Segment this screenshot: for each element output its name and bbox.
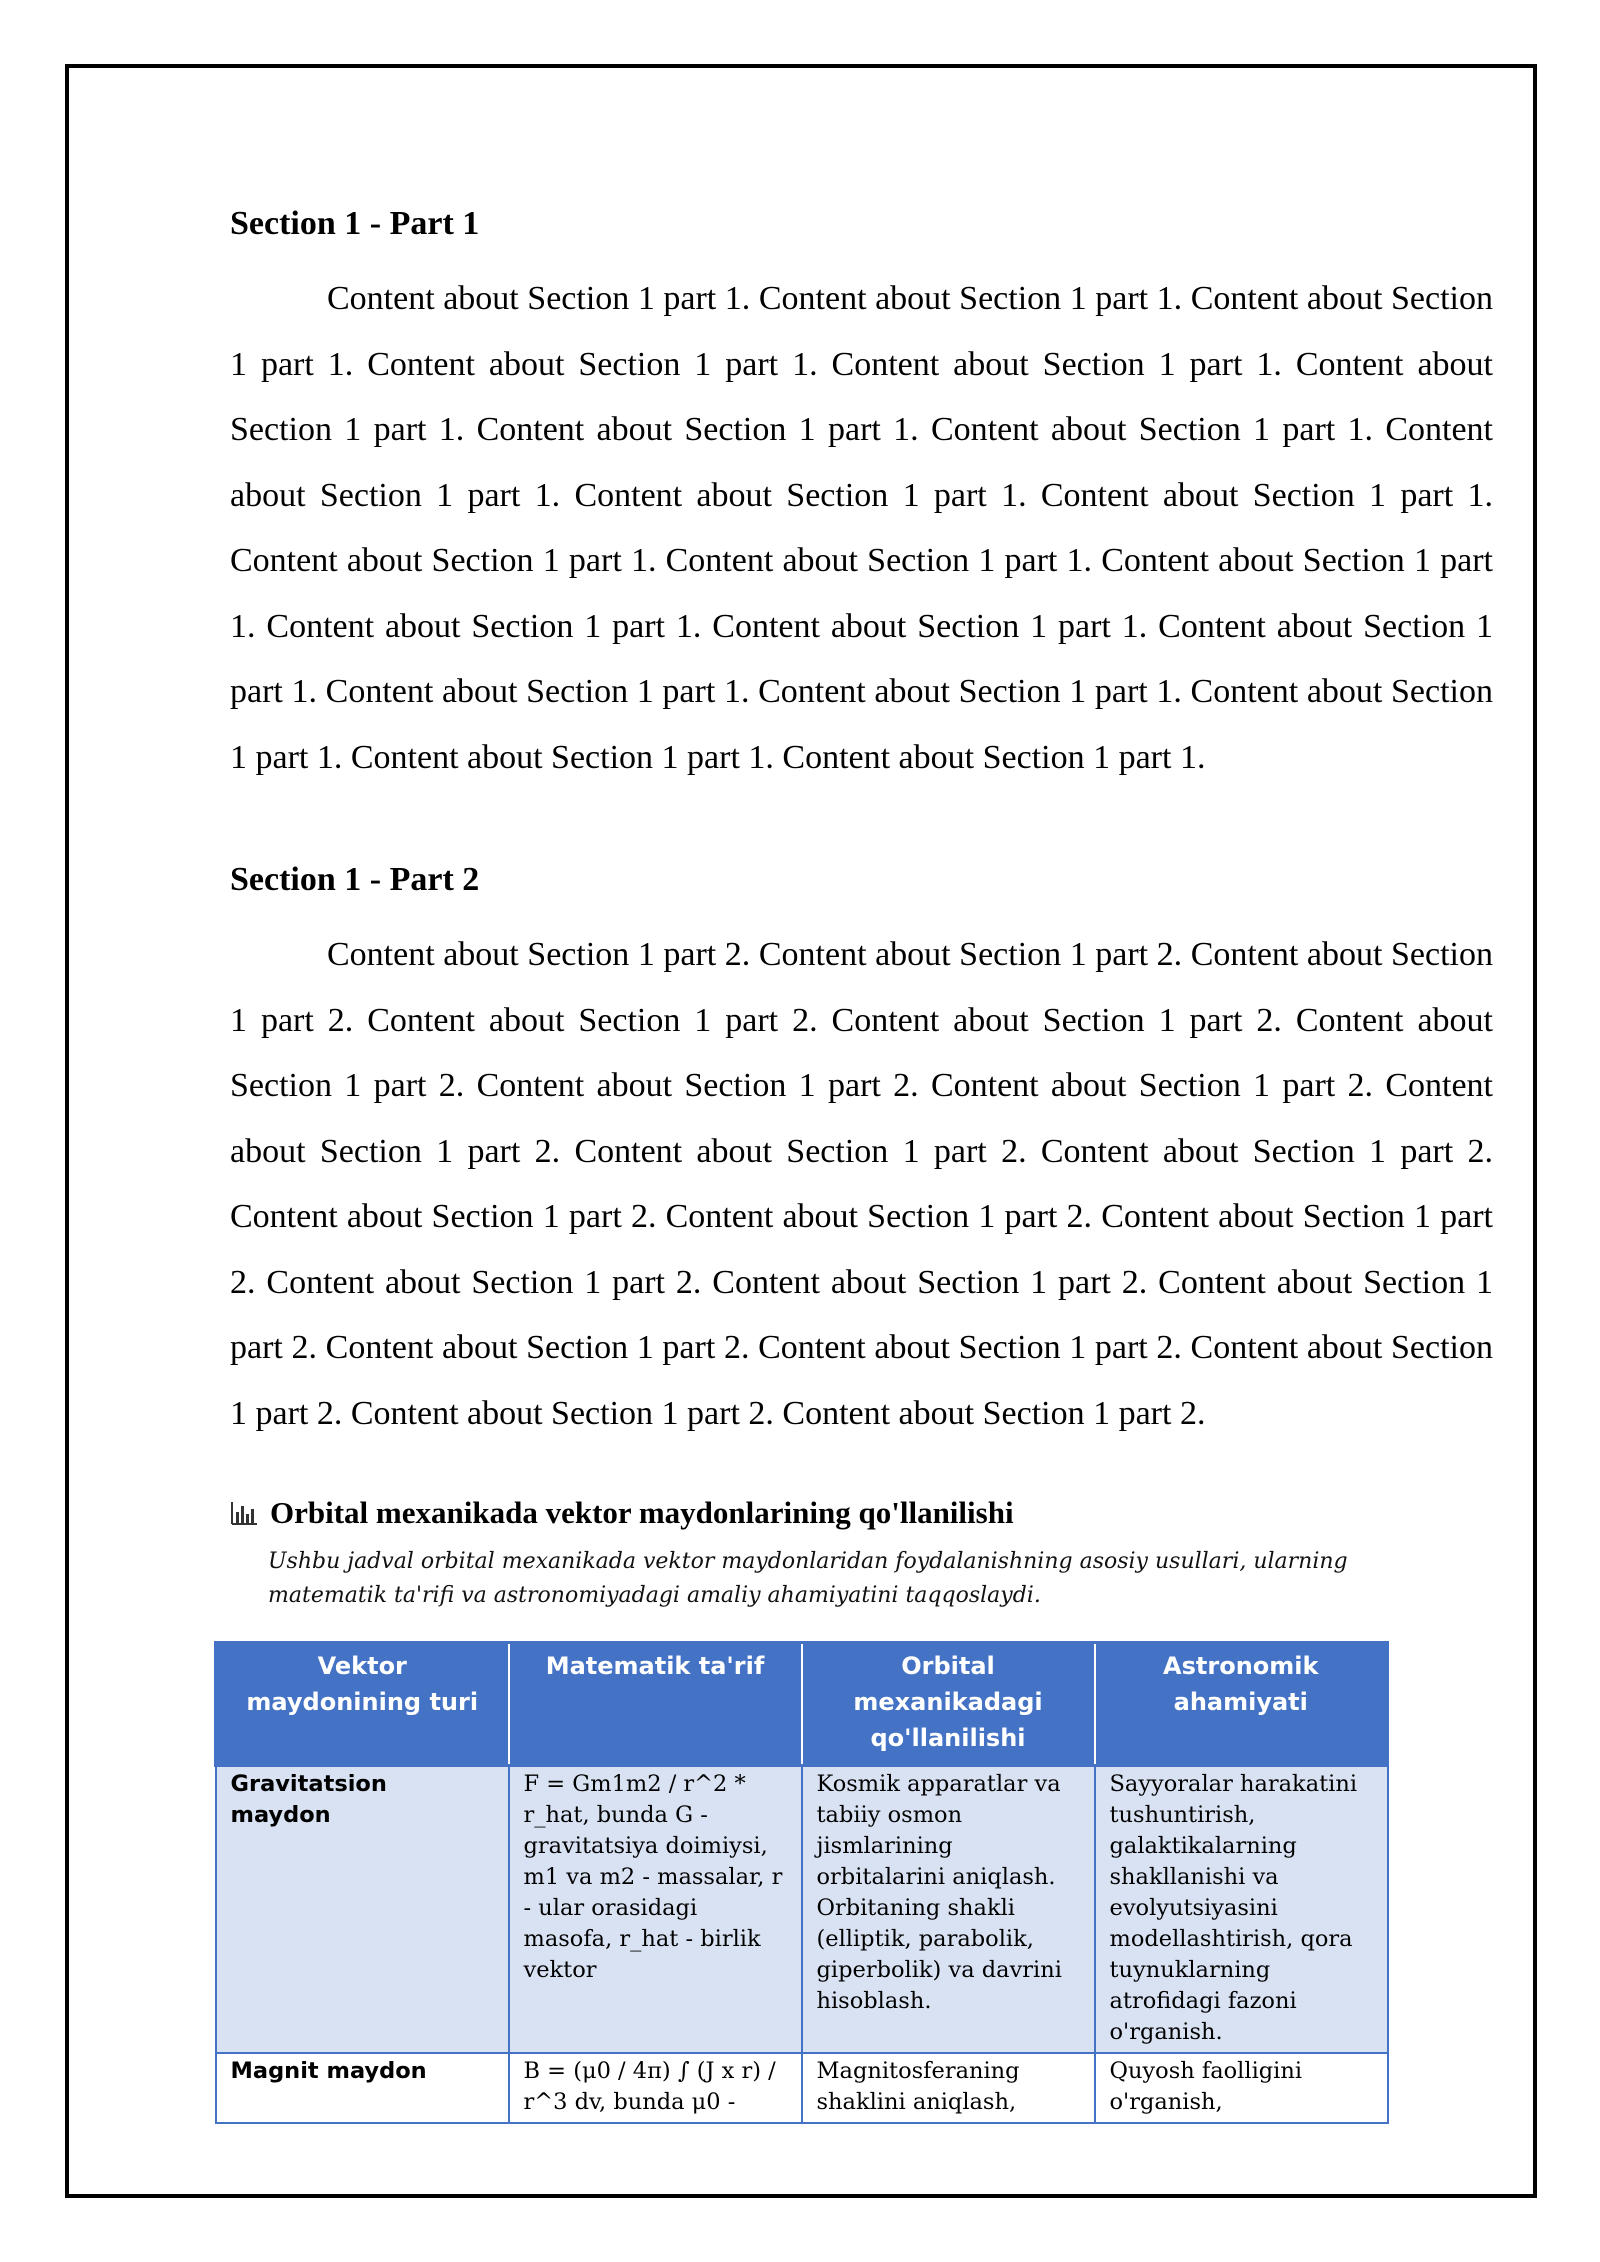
table-cell: Kosmik apparatlar va tabiiy osmon jismlarining orbitalarini aniqlash. Orbitaning shakli (elliptik, parabolik, giperbolik) va davrini hisoblash. xyxy=(802,1766,1095,2054)
data-table xyxy=(214,1641,1389,2124)
table-cell: F = Gm1m2 / r^2 * r_hat, bunda G - gravitatsiya doimiysi, m1 va m2 - massalar, r - ular orasidagi masofa, r_hat - birlik vektor xyxy=(509,1766,802,2054)
document-body xyxy=(230,196,1493,1446)
table-cell: Quyosh faolligini o'rganish, xyxy=(1095,2053,1388,2123)
table-title xyxy=(230,1487,1492,1539)
table-header-row xyxy=(216,1643,1388,1766)
table-caption: Ushbu jadval orbital mexanikada vektor maydonlaridan foydalanishning asosiy usullari, ularning matematik ta'rifi va astronomiyadagi amaliy ahamiyatini taqqoslaydi. xyxy=(268,1549,1348,1608)
table-row xyxy=(216,2053,1388,2123)
section-paragraph: Content about Section 1 part 1. Content about Section 1 part 1. Content about Section 1 part 1. Content about Section 1 part 1. Content about Section 1 part 1. Content about Section 1 part 1. Content about Section 1 part 1. Content about Section 1 part 1. Content about Section 1 part 1. Content about Section 1 part 1. Content about Section 1 part 1. Content about Section 1 part 1. Content about Section 1 part 1. Content about Section 1 part 1. Content about Section 1 part 1. Content about Section 1 part 1. Content about Section 1 part 1. Content about Section 1 part 1. Content about Section 1 part 1. Content about Section 1 part 1. Content about Section 1 part 1. Content about Section 1 part 1. xyxy=(230,280,1493,776)
table-cell: Sayyoralar harakatini tushuntirish, galaktikalarning shakllanishi va evolyutsiyasini modellashtirish, qora tuynuklarning atrofidagi fazoni o'rganish. xyxy=(1095,1766,1388,2054)
column-header: Vektor maydonining turi xyxy=(216,1643,509,1766)
table-cell: Magnit maydon xyxy=(216,2053,509,2123)
table-title-text: Orbital mexanikada vektor maydonlarining qo'llanilishi xyxy=(270,1495,1014,1530)
column-header: Astronomik ahamiyati xyxy=(1095,1643,1388,1766)
bar-chart-icon xyxy=(230,1500,258,1526)
table-cell: Gravitatsion maydon xyxy=(216,1766,509,2054)
table-header-block xyxy=(230,1487,1492,1613)
table-row xyxy=(216,1766,1388,2054)
column-header: Orbital mexanikadagi qo'llanilishi xyxy=(802,1643,1095,1766)
table-cell: B = (μ0 / 4π) ∫ (J x r) / r^3 dv, bunda μ0 - xyxy=(509,2053,802,2123)
section-paragraph: Content about Section 1 part 2. Content about Section 1 part 2. Content about Section 1 part 2. Content about Section 1 part 2. Content about Section 1 part 2. Content about Section 1 part 2. Content about Section 1 part 2. Content about Section 1 part 2. Content about Section 1 part 2. Content about Section 1 part 2. Content about Section 1 part 2. Content about Section 1 part 2. Content about Section 1 part 2. Content about Section 1 part 2. Content about Section 1 part 2. Content about Section 1 part 2. Content about Section 1 part 2. Content about Section 1 part 2. Content about Section 1 part 2. Content about Section 1 part 2. Content about Section 1 part 2. Content about Section 1 part 2. xyxy=(230,936,1493,1432)
section-heading: Section 1 - Part 1 xyxy=(230,205,480,242)
table-cell: Magnitosferaning shaklini aniqlash, xyxy=(802,2053,1095,2123)
section-heading: Section 1 - Part 2 xyxy=(230,861,480,898)
column-header: Matematik ta'rif xyxy=(509,1643,802,1766)
